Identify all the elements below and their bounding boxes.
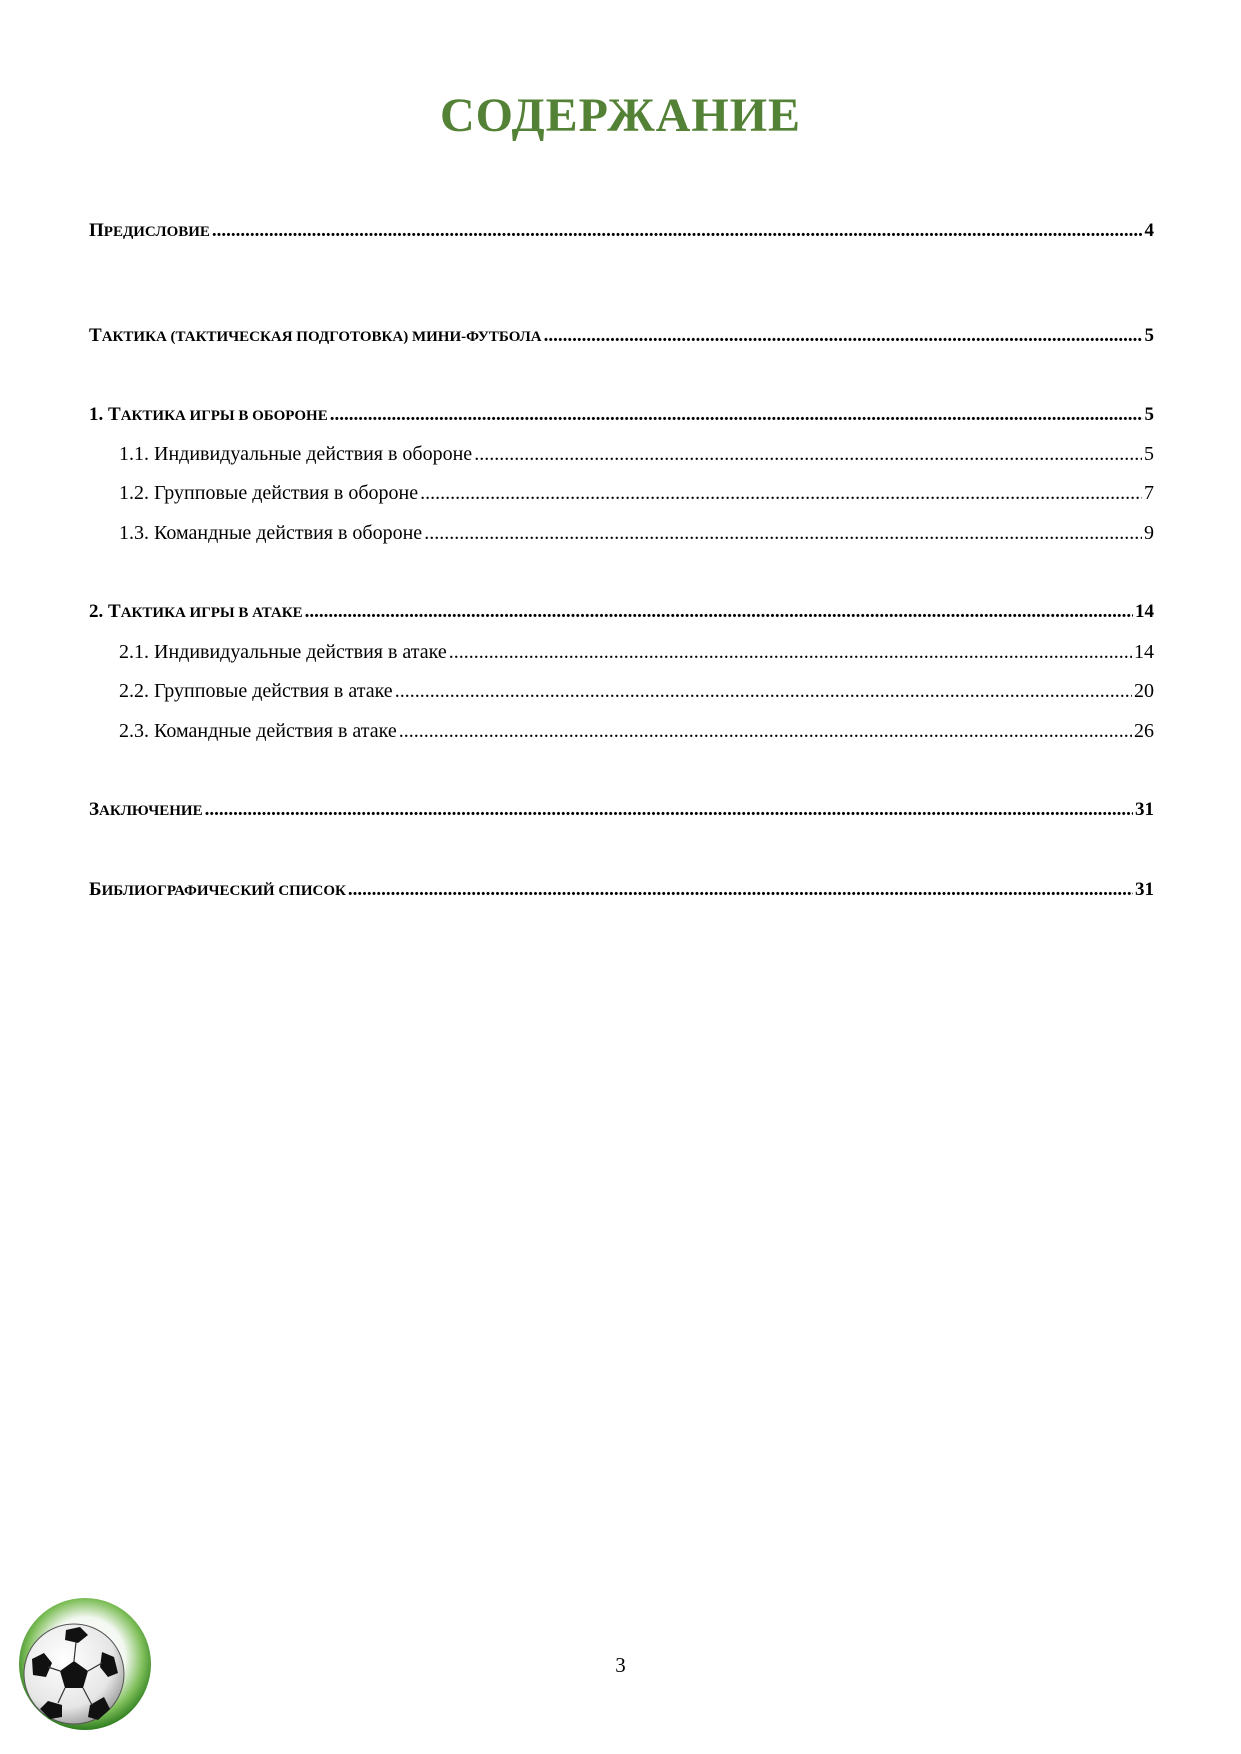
toc-entry-page: 7 xyxy=(1144,482,1154,504)
toc-leader-dots xyxy=(212,216,1143,246)
toc-entry-label: 2.1. Индивидуальные действия в атаке xyxy=(119,641,447,663)
toc-entry-label: 1.3. Командные действия в обороне xyxy=(119,522,423,544)
toc-entry-page: 20 xyxy=(1134,680,1154,702)
toc-entry-attack-team[interactable] xyxy=(119,716,1154,746)
toc-entry-label: ТАКТИКА (ТАКТИЧЕСКАЯ ПОДГОТОВКА) МИНИ-ФУТБОЛА xyxy=(89,325,542,346)
toc-entry-label: 1.2. Групповые действия в обороне xyxy=(119,482,419,504)
toc-entry-page: 31 xyxy=(1135,799,1154,820)
page-number: 3 xyxy=(615,1653,626,1677)
toc-entry-page: 5 xyxy=(1144,404,1154,425)
toc-leader-dots xyxy=(420,478,1142,508)
toc-entry-label: 1. ТАКТИКА ИГРЫ В ОБОРОНЕ xyxy=(89,404,328,425)
toc-entry-defense-team[interactable] xyxy=(119,518,1154,548)
toc-leader-dots xyxy=(399,716,1132,746)
toc-leader-dots xyxy=(474,439,1142,469)
toc-entry-page: 14 xyxy=(1135,601,1154,622)
toc-entry-defense-individual[interactable] xyxy=(119,439,1154,469)
toc-leader-dots xyxy=(395,676,1132,706)
toc-entry-label: 2.3. Командные действия в атаке xyxy=(119,720,397,742)
toc-entry-page: 9 xyxy=(1144,522,1154,544)
toc-entry-label: 2.2. Групповые действия в атаке xyxy=(119,680,393,702)
toc-leader-dots xyxy=(348,875,1133,905)
toc-entry-label: БИБЛИОГРАФИЧЕСКИЙ СПИСОК xyxy=(89,879,346,900)
toc-entry-attack-individual[interactable] xyxy=(119,637,1154,667)
toc-entry-page: 4 xyxy=(1144,220,1154,241)
toc-leader-dots xyxy=(205,795,1133,825)
toc-entry-tactics-overview[interactable] xyxy=(89,321,1154,351)
toc-entry-page: 14 xyxy=(1134,641,1154,663)
toc-entry-bibliography[interactable] xyxy=(89,875,1154,905)
toc-entry-page: 5 xyxy=(1144,443,1154,465)
toc-entry-preface[interactable] xyxy=(89,216,1154,246)
toc-entry-label: 1.1. Индивидуальные действия в обороне xyxy=(119,443,473,465)
toc-entry-attack-group[interactable] xyxy=(119,676,1154,706)
toc-leader-dots xyxy=(449,637,1132,667)
toc-leader-dots xyxy=(424,518,1142,548)
toc-entry-label: ПРЕДИСЛОВИЕ xyxy=(89,220,210,241)
toc-entry-defense-tactics[interactable] xyxy=(89,400,1154,430)
toc-entry-page: 5 xyxy=(1144,325,1154,346)
toc-entry-label: 2. ТАКТИКА ИГРЫ В АТАКЕ xyxy=(89,601,303,622)
toc-leader-dots xyxy=(544,321,1143,351)
toc-entry-label: ЗАКЛЮЧЕНИЕ xyxy=(89,799,203,820)
toc-entry-conclusion[interactable] xyxy=(89,795,1154,825)
toc-entry-defense-group[interactable] xyxy=(119,478,1154,508)
toc-entry-page: 31 xyxy=(1135,879,1154,900)
page-title: СОДЕРЖАНИЕ xyxy=(439,89,802,142)
toc-leader-dots xyxy=(330,400,1143,430)
toc-leader-dots xyxy=(305,597,1133,627)
toc-entry-attack-tactics[interactable] xyxy=(89,597,1154,627)
toc-entry-page: 26 xyxy=(1134,720,1154,742)
